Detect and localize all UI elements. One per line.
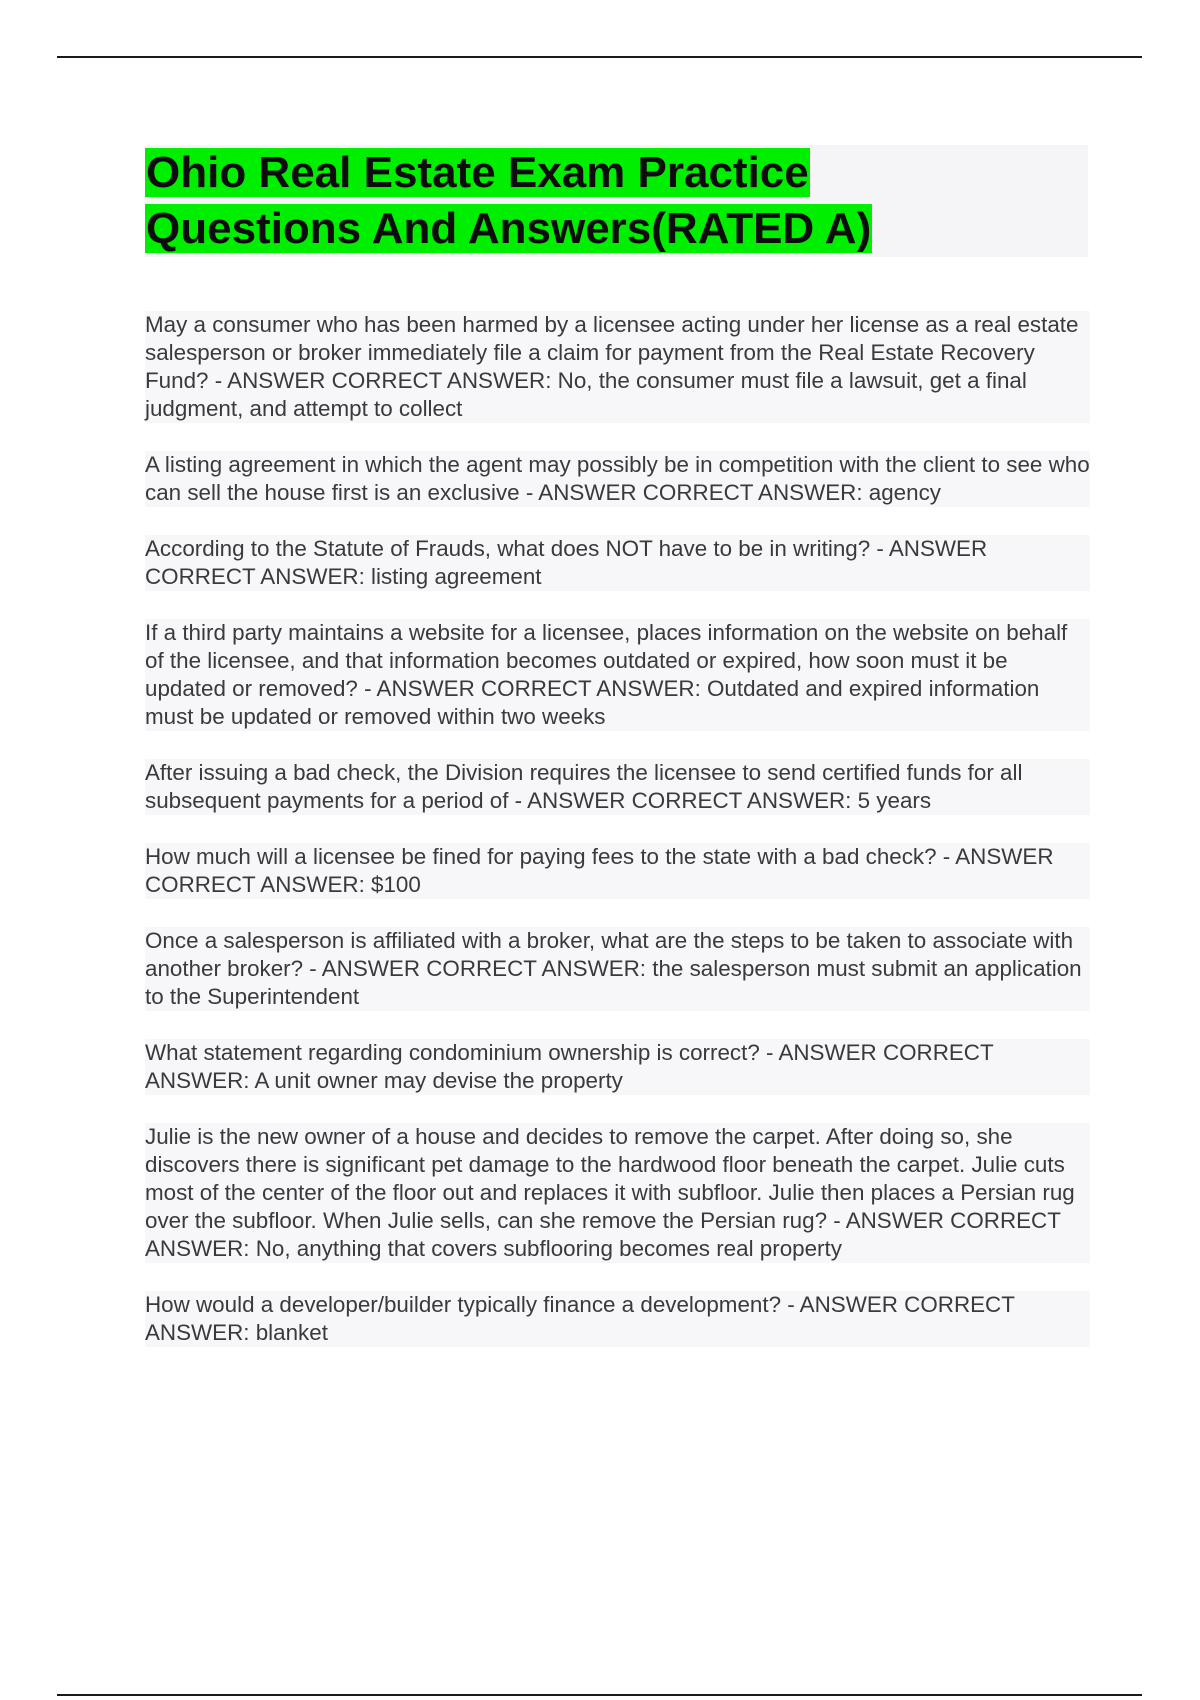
qa-item: May a consumer who has been harmed by a licensee acting under her license as a real estate salesperson or broker immediately file a claim for payment from the Real Estate Recovery Fund? - ANSWER CORRECT ANSWER: No, the consumer must file a lawsuit, get a final judgment, and attempt to collect [145,311,1090,423]
qa-item: Julie is the new owner of a house and decides to remove the carpet. After doing so, she discovers there is significant pet damage to the hardwood floor beneath the carpet. Julie cuts most of the center of the floor out and replaces it with subfloor. Julie then places a Persian rug over the subfloor. When Julie sells, can she remove the Persian rug? - ANSWER CORRECT ANSWER: No, anything that covers subflooring becomes real property [145,1123,1090,1263]
qa-item: What statement regarding condominium ownership is correct? - ANSWER CORRECT ANSWER: A unit owner may devise the property [145,1039,1090,1095]
title-line-2: Questions And Answers(RATED A) [146,204,872,253]
document-title-block [145,145,1088,257]
title-line-1: Ohio Real Estate Exam Practice [146,148,809,197]
qa-item: How much will a licensee be fined for paying fees to the state with a bad check? - ANSWER CORRECT ANSWER: $100 [145,843,1090,899]
bottom-rule [57,1694,1142,1696]
qa-item: If a third party maintains a website for a licensee, places information on the website on behalf of the licensee, and that information becomes outdated or expired, how soon must it be updated or removed? - ANSWER CORRECT ANSWER: Outdated and expired information must be updated or removed within two weeks [145,619,1090,731]
qa-item: According to the Statute of Frauds, what does NOT have to be in writing? - ANSWER CORRECT ANSWER: listing agreement [145,535,1090,591]
qa-item: Once a salesperson is affiliated with a broker, what are the steps to be taken to associate with another broker? - ANSWER CORRECT ANSWER: the salesperson must submit an application to the Superintendent [145,927,1090,1011]
qa-item: A listing agreement in which the agent may possibly be in competition with the client to see who can sell the house first is an exclusive - ANSWER CORRECT ANSWER: agency [145,452,1090,505]
question-answer-list [145,311,1090,1375]
qa-item: How would a developer/builder typically finance a development? - ANSWER CORRECT ANSWER: blanket [145,1291,1090,1347]
document-title [145,145,1088,257]
top-rule [57,56,1142,58]
qa-item: After issuing a bad check, the Division requires the licensee to send certified funds for all subsequent payments for a period of - ANSWER CORRECT ANSWER: 5 years [145,759,1090,815]
